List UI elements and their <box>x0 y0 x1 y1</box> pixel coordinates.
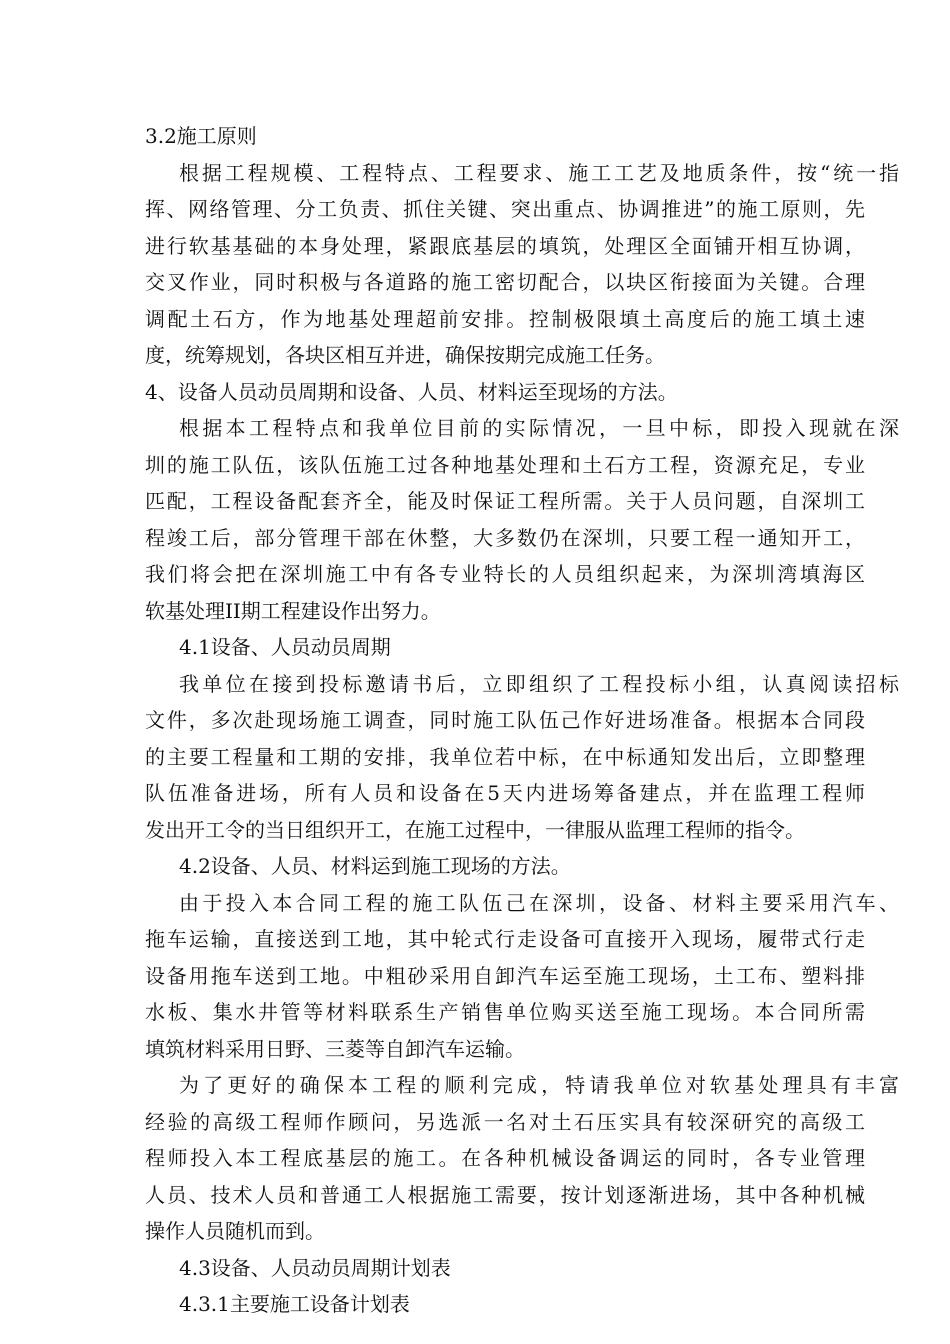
section-heading-4-2: 4.2设备、人员、材料运到施工现场的方法。 <box>179 854 571 878</box>
paragraph-staffing <box>145 1067 899 1250</box>
paragraph-line: 我们将会把在深圳施工中有各专业特长的人员组织起来，为深圳湾填海区 <box>145 562 865 586</box>
paragraph-mobilization-overview <box>145 410 899 629</box>
paragraph-line: 的主要工程量和工期的安排，我单位若中标，在中标通知发出后，立即整理 <box>145 744 865 769</box>
section-heading-3-2: 3.2施工原则 <box>145 124 257 148</box>
paragraph-line: 设备用拖车送到工地。中粗砂采用自卸汽车运至施工现场，土工布、塑料排 <box>145 963 865 988</box>
paragraph-line: 交叉作业，同时积极与各道路的施工密切配合，以块区衔接面为关键。合理 <box>145 270 865 294</box>
paragraph-line: 为了更好的确保本工程的顺利完成，特请我单位对软基处理具有丰富 <box>179 1073 899 1097</box>
section-heading-4-3-1: 4.3.1主要施工设备计划表 <box>179 1292 410 1316</box>
paragraph-line: 挥、网络管理、分工负责、抓住关键、突出重点、协调推进”的施工原则，先 <box>145 197 865 221</box>
paragraph-line: 队伍准备进场，所有人员和设备在5天内进场筹备建点，并在监理工程师 <box>145 781 865 805</box>
paragraph-mobilization-period <box>145 666 899 849</box>
paragraph-line: 进行软基基础的本身处理，紧跟底基层的填筑，处理区全面铺开相互协调， <box>145 233 865 258</box>
paragraph-line: 匹配，工程设备配套齐全，能及时保证工程所需。关于人员问题，自深圳工 <box>145 489 865 513</box>
paragraph-line: 填筑材料采用日野、三菱等自卸汽车运输。 <box>145 1036 525 1061</box>
paragraph-line: 根据本工程特点和我单位目前的实际情况，一旦中标，即投入现就在深 <box>179 416 899 440</box>
paragraph-line: 程竣工后，部分管理干部在休整，大多数仍在深圳，只要工程一通知开工， <box>145 525 865 550</box>
paragraph-line: 水板、集水井管等材料联系生产销售单位购买送至施工现场。本合同所需 <box>145 1000 865 1024</box>
paragraph-line: 拖车运输，直接送到工地，其中轮式行走设备可直接开入现场，履带式行走 <box>145 927 865 951</box>
paragraph-line: 调配土石方，作为地基处理超前安排。控制极限填土高度后的施工填土速 <box>145 306 865 331</box>
paragraph-line: 人员、技术人员和普通工人根据施工需要，按计划逐渐进场，其中各种机械 <box>145 1182 865 1207</box>
paragraph-line: 经验的高级工程师作顾问，另选派一名对土石压实具有较深研究的高级工 <box>145 1109 865 1134</box>
paragraph-line: 根据工程规模、工程特点、工程要求、施工工艺及地质条件，按“统一指 <box>179 160 899 185</box>
section-heading-4-3: 4.3设备、人员动员周期计划表 <box>179 1255 451 1280</box>
paragraph-transport-method <box>145 885 899 1068</box>
paragraph-line: 度，统筹规划，各块区相互并进，确保按期完成施工任务。 <box>145 343 665 367</box>
paragraph-line: 软基处理II期工程建设作出努力。 <box>145 598 441 623</box>
paragraph-line: 发出开工令的当日组织开工，在施工过程中，一律服从监理工程师的指令。 <box>145 817 805 842</box>
paragraph-line: 文件，多次赴现场施工调查，同时施工队伍己作好进场准备。根据本合同段 <box>145 708 865 732</box>
paragraph-line: 程师投入本工程底基层的施工。在各种机械设备调运的同时，各专业管理 <box>145 1146 865 1170</box>
paragraph-line: 由于投入本合同工程的施工队伍己在深圳，设备、材料主要采用汽车、 <box>179 890 899 915</box>
paragraph-line: 我单位在接到投标邀请书后，立即组织了工程投标小组，认真阅读招标 <box>179 671 899 696</box>
section-heading-4: 4、设备人员动员周期和设备、人员、材料运至现场的方法。 <box>145 379 678 404</box>
paragraph-line: 圳的施工队伍，该队伍施工过各种地基处理和土石方工程，资源充足，专业 <box>145 452 865 477</box>
paragraph-construction-principles <box>145 155 899 374</box>
section-heading-4-1: 4.1设备、人员动员周期 <box>179 635 391 659</box>
paragraph-line: 操作人员随机而到。 <box>145 1219 325 1243</box>
document-page <box>145 118 899 1323</box>
